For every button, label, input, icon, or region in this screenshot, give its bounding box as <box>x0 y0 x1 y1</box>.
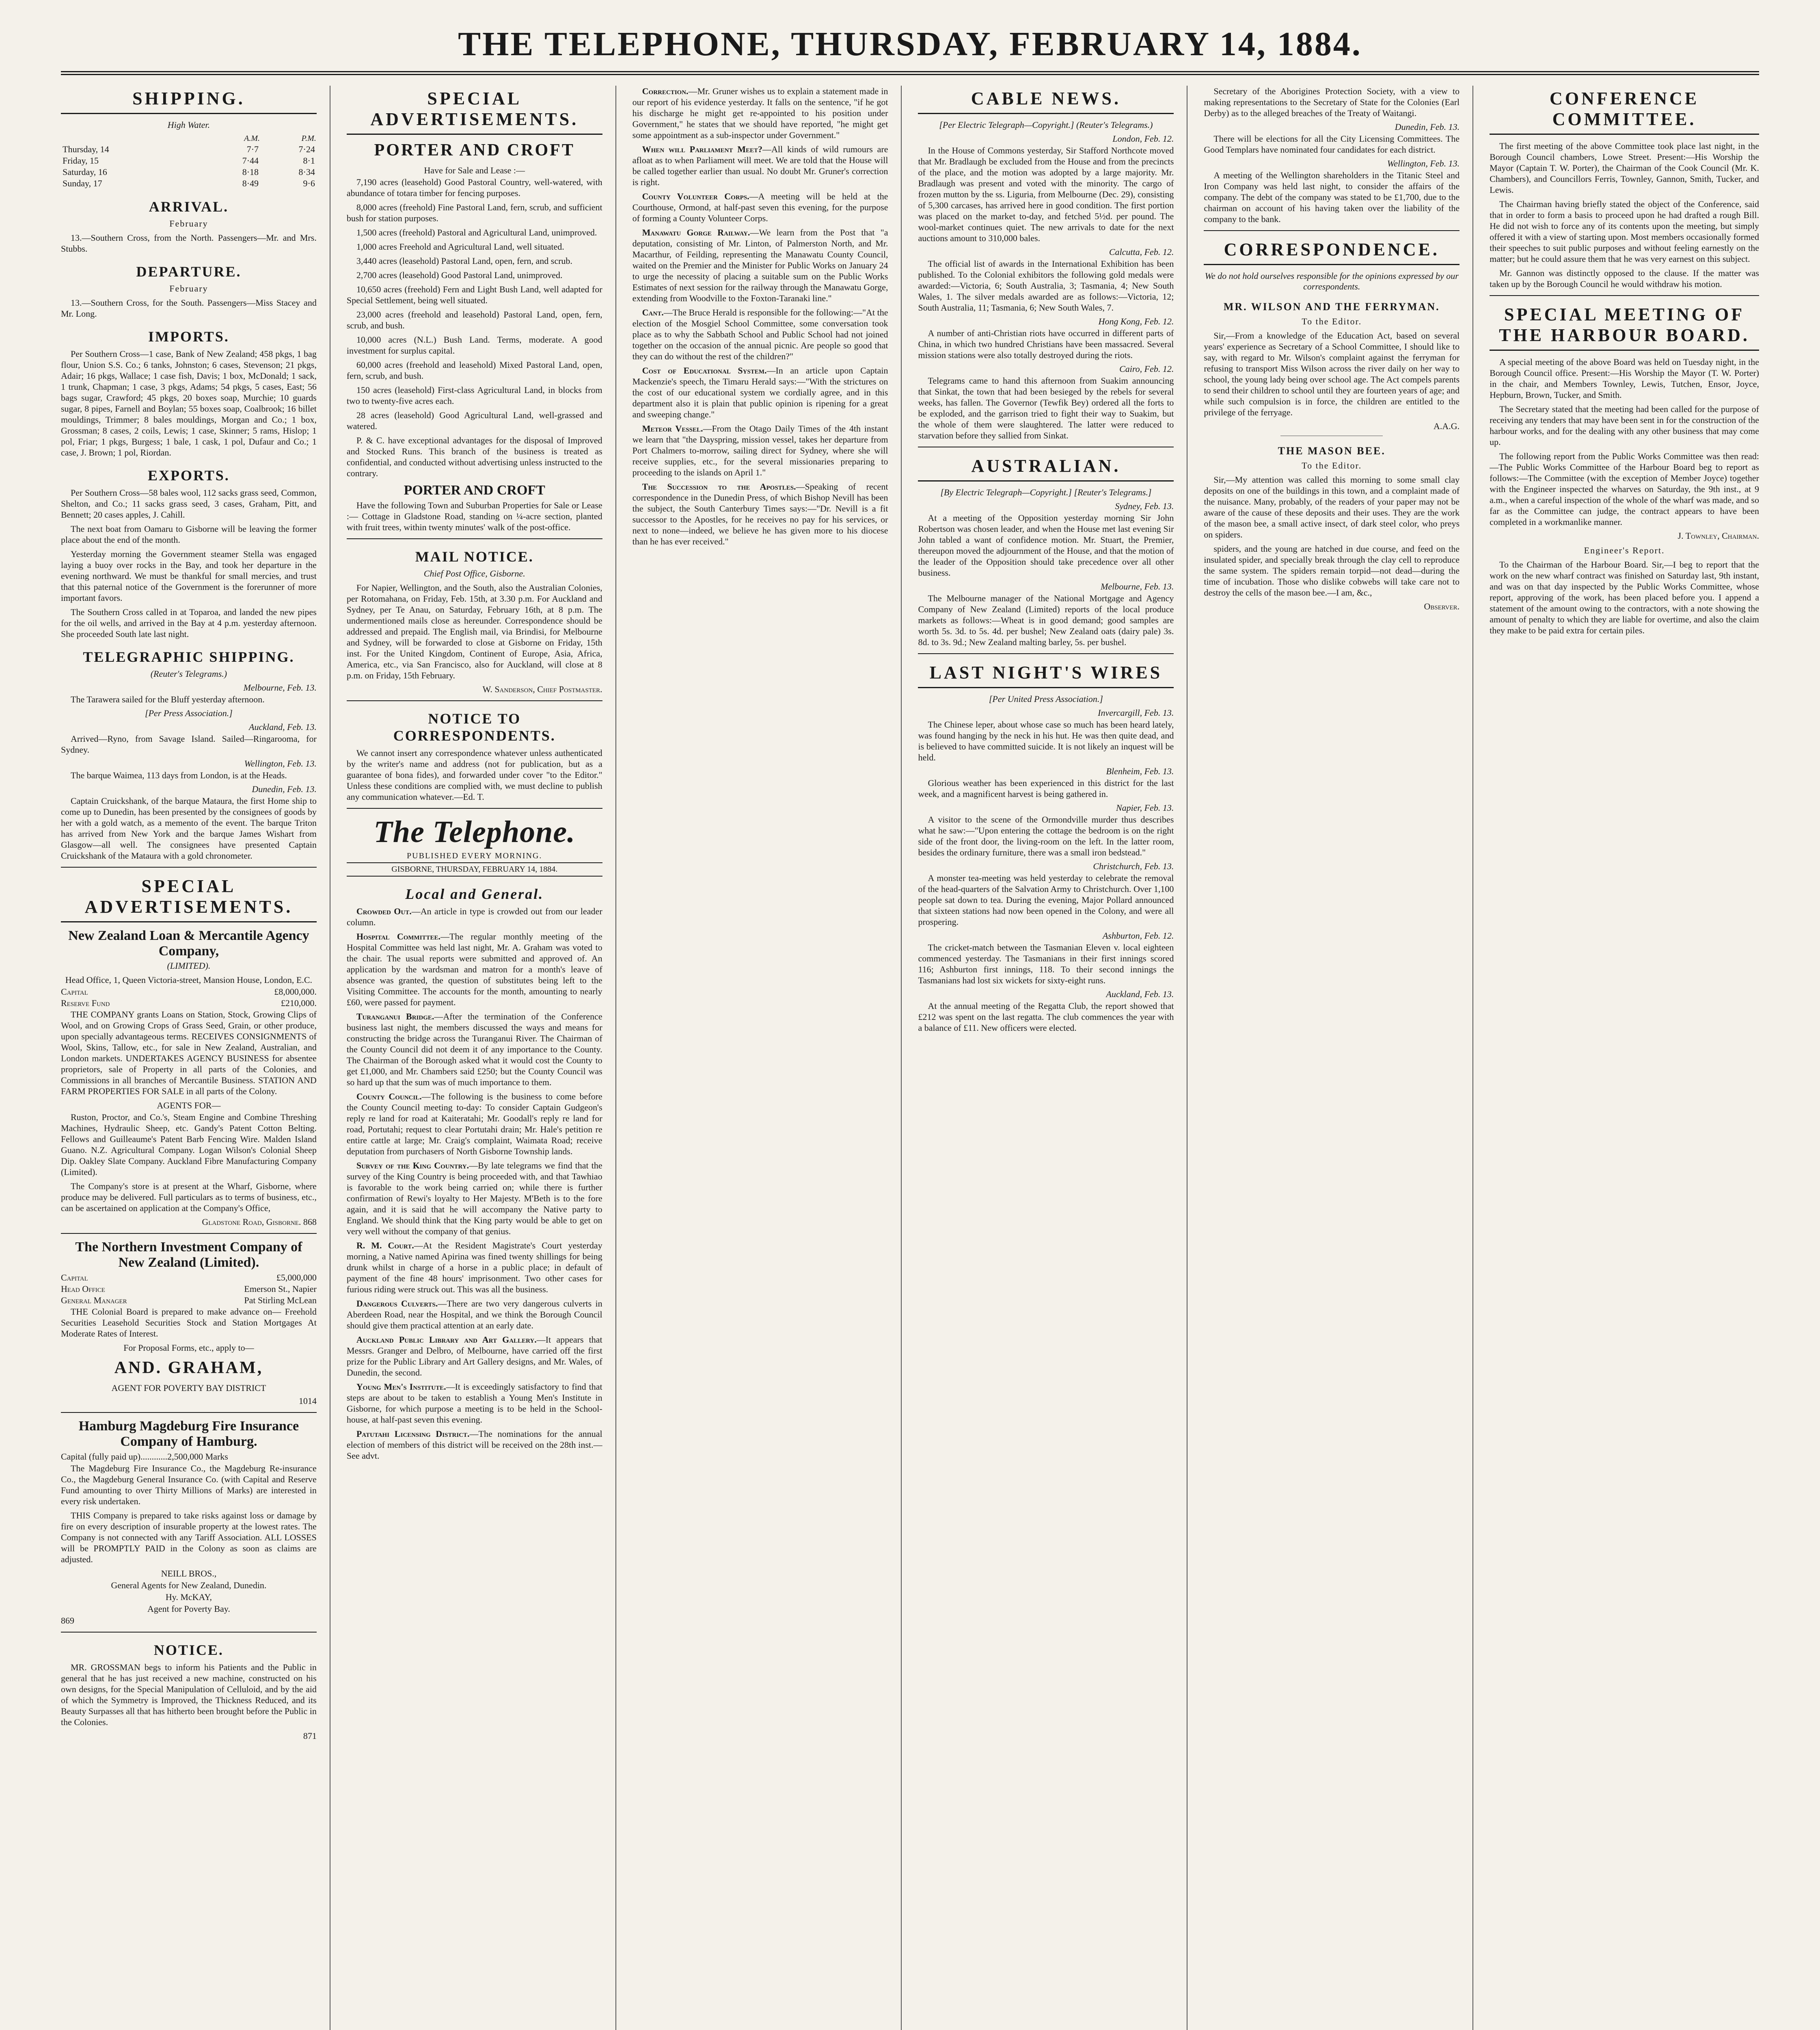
porter-title: PORTER AND CROFT <box>374 141 575 160</box>
press-assoc: [Per Press Association.] <box>145 708 233 718</box>
correspondents-title: NOTICE TO CORRESPONDENTS. <box>393 710 556 744</box>
cable-sub: [Per Electric Telegraph—Copyright.] (Reuter's Telegrams.) <box>939 120 1153 130</box>
column-5 <box>1204 86 1473 2030</box>
col5-text: A meeting of the Wellington shareholders in the Titanic Steel and Iron Company was held last night, to consider the affairs of the company. The debt of the company was stated to be £1,700, due to the chairman on account of his having taken over the liability of the company to the bank. <box>1204 170 1460 224</box>
northern-value: Emerson St., Napier <box>244 1284 317 1294</box>
divider <box>61 867 317 868</box>
porter-item: 3,440 acres (leasehold) Pastoral Land, open, fern, and scrub. <box>356 256 572 266</box>
wires-sub: [Per United Press Association.] <box>989 694 1103 704</box>
local-item-head: Turanganui Bridge. <box>356 1011 434 1021</box>
arrival-month: February <box>169 218 208 229</box>
tele-text: The barque Waimea, 113 days from London, is at the Heads. <box>71 770 287 780</box>
northern-row <box>61 1272 317 1283</box>
wire-text: The cricket-match between the Tasmanian Eleven v. local eighteen commenced yesterday. The Tasmanians in their first innings scored 116; Ashburton first innings, 118. To their second innings the Tasmanians had lost six wickets for sixty-eight runs. <box>918 942 1174 985</box>
tides-row <box>61 166 317 178</box>
tides-table <box>61 134 317 189</box>
wire-place: Ashburton, Feb. 12. <box>1102 931 1174 941</box>
local-item-text: The regular monthly meeting of the Hospital Committee was held last night, Mr. A. Graham was voted to the chair. The usual reports were submitted and approved of. An application by the wardsman and matron for a month's leave of absence was granted, the question of substitutes being left to the Visiting Committee. The accounts for the month, amounting to nearly £60, were passed for payment. <box>346 931 602 1007</box>
tele-text: Arrived—Ryno, from Savage Island. Sailed—Ringarooma, for Sydney. <box>61 734 317 755</box>
letter1-text: Sir,—From a knowledge of the Education Act, based on several years' experience as Secretary of a School Committee, I should like to say, with regard to Mr. Wilson's complaint against the ferryman for refusing to transport Miss Wilson across the river daily on her way to school, the young lady being over school age. The Act compels parents to send their children to school until they are fourteen years of age; and while such compulsion is in force, the children are entitled to the privilege of the ferryage. <box>1204 330 1460 417</box>
mail-sig: W. Sanderson, Chief Postmaster. <box>482 684 602 694</box>
cable-text: The official list of awards in the International Exhibition has been published. To the Colonial exhibitors the following gold medals were awarded:—Victoria, 6; South Australia, 3; Tasmania, 4; New South Wales, 1. The silver medals awarded are as follows:—Victoria, 12; South Australia, 11; Tasmania, 6; New South Wales, 7. <box>918 259 1174 313</box>
nzloan-capital-value: £8,000,000. <box>274 987 317 997</box>
nzloan-reserve-value: £210,000. <box>281 998 317 1008</box>
divider <box>61 1412 317 1413</box>
local-item: Hospital Committee.—The regular monthly meeting of the Hospital Committee was held last night, Mr. A. Graham was voted to the chair. The usual reports were submitted and approved of. An application by the wardsman and matron for a month's leave of absence was granted, the question of substitutes being left to the Visiting Committee. The accounts for the month, amounting to nearly £60, were passed for payment. <box>346 931 602 1007</box>
mckay-name: Hy. McKAY, <box>165 1592 212 1602</box>
news-item-text: All kinds of wild rumours are afloat as to when Parliament will meet. We are told that the House will be called together earlier than usual. No doubt Mr. Gruner's correction is right. <box>632 144 888 187</box>
news-item-text: Speaking of recent correspondence in the Dunedin Press, of which Bishop Nevill has been the subject, the South Canterbury Times says:—"Dr. Nevill is a fit successor to the Apostles, for he receives no pay for his services, or next to none—indeed, we believe he has given more to his diocese than he has ever received." <box>632 482 888 546</box>
shipping-note: The Southern Cross called in at Toparoa, and landed the new pipes for the oil wells, and arrived in the Bay at 4 p.m. yesterday afternoon. She proceeded South late last night. <box>61 607 317 639</box>
tides-am: 7·7 <box>246 144 259 154</box>
news-item-head: Correction. <box>642 86 689 96</box>
northern-row <box>61 1295 317 1306</box>
northern-value: £5,000,000 <box>276 1272 317 1283</box>
hamburg-title: Hamburg Magdeburg Fire Insurance Company of Hamburg. <box>78 1419 299 1449</box>
local-item-text: The following is the business to come before the County Council meeting to-day: To consider Captain Gudgeon's reply re land for road at Kaiteratahi; Mr. Goodall's reply re land for road, Portutahi; request to clear Portutahi drain; Mr. Hale's petition re entire cattle at large; Mr. Craig's complaint, Waimata Road; receive deputation from purchasers of North Gisborne Township lands. <box>346 1091 602 1156</box>
wire-place: Invercargill, Feb. 13. <box>1098 708 1174 718</box>
shipping-title: SHIPPING. <box>61 86 317 114</box>
tides-row <box>61 144 317 155</box>
nzloan-capital-label: Capital <box>61 987 88 997</box>
nzloan-tail: The Company's store is at present at the Wharf, Gisborne, where produce may be delivered. Full particulars as to terms of business, etc., can be ascertained on application at the Company's Office, <box>61 1181 317 1213</box>
tele-place: Auckland, Feb. 13. <box>249 722 317 732</box>
mckay-num: 869 <box>61 1615 74 1626</box>
tides-header-am: A.M. <box>244 134 260 143</box>
aus-place: Melbourne, Feb. 13. <box>1101 581 1174 592</box>
news-item-text: From the Otago Daily Times of the 4th instant we learn that "the Dayspring, mission vessel, takes her departure from Port Chalmers to-morrow, sailing direct for Sydney, where she will receive supplies, etc., for the several missionaries preparing to proceeding to the islands on April 1." <box>632 423 888 477</box>
cable-place: Hong Kong, Feb. 12. <box>1098 316 1174 326</box>
divider <box>1490 295 1759 296</box>
arrival-title: ARRIVAL. <box>149 199 229 215</box>
tides-am: 8·18 <box>242 167 259 177</box>
telegraphic-title: TELEGRAPHIC SHIPPING. <box>83 649 295 665</box>
local-item: Survey of the King Country.—By late telegrams we find that the survey of the King Country is being proceeded with, and that Tawhiao is favorable to the work being carried on; while there is further confirmation of Rewi's loyalty to Her Majesty. M'Beth is to the fore again, and it is said that he will accompany the Native party to England. We should think that the King party would be able to get on very well without the company of that genius. <box>346 1160 602 1236</box>
telegraphic-agency: (Reuter's Telegrams.) <box>150 669 227 679</box>
porter-item: 60,000 acres (freehold and leasehold) Mixed Pastoral Land, open, fern, scrub, and bush. <box>346 360 602 381</box>
porter-item: 10,000 acres (N.L.) Bush Land. Terms, moderate. A good investment for surplus capital. <box>346 335 602 356</box>
tides-pm: 8·34 <box>298 167 315 177</box>
wire-text: A visitor to the scene of the Ormondville murder thus describes what he saw:—"Upon entering the cottage the bedroom is on the right side of the front door, the living-room on the left. In the latter room, besides the ordinary furniture, there was a small iron bedstead." <box>918 814 1174 857</box>
local-item-text: At the Resident Magistrate's Court yesterday morning, a Native named Apirina was fined twenty shillings for being drunk whilst in charge of a horse in a public place; in default of payment of the fine 48 hours' imprisonment. Two other cases for furious riding were struck out. This was all the business. <box>346 1240 602 1294</box>
tides-row <box>61 178 317 189</box>
tides-header-pm: P.M. <box>301 134 316 143</box>
graham-sub: AGENT FOR POVERTY BAY DISTRICT <box>111 1383 266 1393</box>
letter2-cont: spiders, and the young are hatched in due course, and feed on the insulated spider, and specially break through the clay cell to reproduce the same system. The spiders remain torpid—not dead—during the time of incubation. Those who dislike cobwebs will take care not to destroy the cells of the mason bee.—I am, &c., <box>1204 544 1460 598</box>
correspondents-text: We cannot insert any correspondence whatever unless authenticated by the writer's name and address (not for publication, but as a guarantee of bona fides), and forwarded under cover "to the Editor." Unless these conditions are complied with, we must decline to publish any communication whatever.—Ed. T. <box>346 748 602 802</box>
news-item: Cost of Educational System.—In an article upon Captain Mackenzie's speech, the Timaru Herald says:—"With the strictures on the cost of our educational system we cordially agree, and in this department also it is plain that public opinion is ripening for a great and sweeping change." <box>632 365 888 419</box>
wire-place: Blenheim, Feb. 13. <box>1106 766 1174 776</box>
news-item-text: Mr. Gruner wishes us to explain a statement made in our report of his evidence yesterday. It falls on the sentence, "if he got his discharge he might get re-appointed to his position under Government," he states that we should have reported, "he might get some appointment as a sub-inspector under Government." <box>632 86 888 140</box>
porter-sig-text: Have the following Town and Suburban Properties for Sale or Lease :— Cottage in Gladstone Road, standing on ¼-acre section, planted with fruit trees, within twenty minutes' walk of the post-office. <box>346 500 602 532</box>
cable-text: In the House of Commons yesterday, Sir Stafford Northcote moved that Mr. Bradlaugh be excluded from the House and from the precincts of the place, and the motion was adopted by a large majority. Mr. Bradlaugh was present and voted with the minority. The cargo of frozen mutton by the ss. Liguria, from Melbourne (Dec. 29), consisting of 5,300 carcases, has arrived here in good condition. The first portion was placed on the market to-day, and fetched 5½d. per pound. The wool-market continues quiet. The new arrivals to date for the next auctions amount to 310,000 bales. <box>918 145 1174 243</box>
local-item-text: An article in type is crowded out from our leader column. <box>346 906 602 927</box>
news-item-text: The Bruce Herald is responsible for the following:—"At the election of the Mosgiel School Committee, some conversation took place as to why the Sabbath School and Public School had not joined together on the occasion of the annual picnic. Are people so good that they can do without the rest of the children?" <box>632 307 888 361</box>
special-ads-title-2: SPECIAL ADVERTISEMENTS. <box>347 86 602 135</box>
local-item-head: Crowded Out. <box>356 906 412 916</box>
northern-text: THE Colonial Board is prepared to make advance on— Freehold Securities Leasehold Securities Stock and Station Mortgages At Moderate Rates of Interest. <box>61 1307 317 1339</box>
wire-text: Glorious weather has been experienced in this district for the last week, and a magnificent harvest is being gathered in. <box>918 778 1174 799</box>
local-item: Crowded Out.—An article in type is crowded out from our leader column. <box>346 906 602 927</box>
cable-title: CABLE NEWS. <box>918 86 1174 114</box>
col5-intro: Secretary of the Aborigines Protection Society, with a view to making representations to the Secretary of State for the Colonies (Earl Derby) as to the alleged breaches of the Treaty of Waitangi. <box>1204 86 1460 118</box>
local-item-text: The nominations for the annual election of members of this district will be received on the 28th inst.—See advt. <box>346 1429 602 1461</box>
neill-name: NEILL BROS., <box>161 1568 217 1579</box>
divider <box>918 653 1174 654</box>
wire-text: The Chinese leper, about whose case so much has been heard lately, was found hanging by the neck in his hut. He was then quite dead, and is believed to have committed suicide. It is not likely an inquest will be held. <box>918 719 1174 762</box>
letter1-title: MR. WILSON AND THE FERRYMAN. <box>1223 301 1440 313</box>
porter-item: 23,000 acres (freehold and leasehold) Pastoral Land, open, fern, scrub, and bush. <box>346 309 602 330</box>
wire-place: Napier, Feb. 13. <box>1116 803 1174 813</box>
harbour-title: SPECIAL MEETING OF THE HARBOUR BOARD. <box>1490 302 1759 351</box>
local-item: Auckland Public Library and Art Gallery.—It appears that Messrs. Granger and Delbro, of Melbourne, have carried off the first prize for the Public Library and Art Gallery designs, and Mr. Wales, of Dunedin, the second. <box>346 1335 602 1378</box>
notice-num: 871 <box>303 1731 317 1741</box>
local-item-head: Dangerous Culverts. <box>356 1298 438 1309</box>
local-item-text: By late telegrams we find that the survey of the King Country is being proceeded with, and that Tawhiao is favorable to the work being carried on; while there is further confirmation of Rewi's loyalty to Her Majesty. M'Beth is to the fore again, and it is said that he will accompany the Native party to England. We should think that the King party would be able to get on very well without the company of that genius. <box>346 1160 602 1236</box>
northern-title: The Northern Investment Company of New Zealand (Limited). <box>75 1240 302 1270</box>
imports-title: IMPORTS. <box>148 328 229 345</box>
agents-text: Ruston, Proctor, and Co.'s, Steam Engine and Combine Threshing Machines, Hydraulic Sheep, etc. Gandy's Patent Cotton Belting. Fellows and Guilleaume's Patent Barb Fencing Wire. Malden Island Guano. N.Z. Agricultural Company. Logan Wilson's Colonial Sheep Dip. Oakley Slate Company. Auckland Fibre Manufacturing Company (Limited). <box>61 1112 317 1177</box>
telephone-published: PUBLISHED EVERY MORNING. <box>407 851 542 860</box>
wire-place: Auckland, Feb. 13. <box>1106 989 1174 999</box>
nzloan-addr: Gladstone Road, Gisborne. 868 <box>202 1217 317 1227</box>
harbour-text: A special meeting of the above Board was held on Tuesday night, in the Borough Council office. Present:—His Worship the Mayor (T. W. Porter) in the chair, and Members Townley, Lewis, Tutchen, Ensor, Joyce, Hepburn, Brown, Tucker, and Smith. <box>1490 357 1759 400</box>
local-item-head: Survey of the King Country. <box>356 1160 469 1170</box>
col5-place: Dunedin, Feb. 13. <box>1395 122 1460 132</box>
shipping-note: Yesterday morning the Government steamer Stella was engaged laying a buoy over rocks in the Bay, and took her departure in the evening northward. We must be thankful for small mercies, and trust that this paternal notice of the Government is the forerunner of more important favors. <box>61 549 317 603</box>
news-item-text: A meeting will be held at the Courthouse, Ormond, at half-past seven this evening, for the purpose of forming a County Volunteer Corps. <box>632 191 888 223</box>
exports-title: EXPORTS. <box>148 467 230 484</box>
letter2-sig: Observer. <box>1424 601 1460 611</box>
engineer-title: Engineer's Report. <box>1584 545 1665 555</box>
tele-place: Dunedin, Feb. 13. <box>252 784 317 794</box>
porter-item: 7,190 acres (leasehold) Good Pastoral Country, well-watered, with abundance of totara timber for fencing purposes. <box>346 177 602 198</box>
mckay-sub: Agent for Poverty Bay. <box>147 1604 230 1614</box>
mail-text: For Napier, Wellington, and the South, also the Australian Colonies, per Rotomahana, on Friday, Feb. 15th, at 3.30 p.m. For Auckland and Sydney, per Te Anau, on Saturday, February 16th, at 8 p.m. The undermentioned mails close as hereunder. Correspondence should be addressed and prepaid. The English mail, via Brindisi, for Melbourne and Sydney, will be forwarded to close at Gisborne on Friday, 15th inst. For the United Kingdom, Continent of Europe, Asia, Africa, America, etc., via San Francisco, also for Auckland, will close at 8 p.m. on Friday, 15th February. <box>346 583 602 680</box>
local-title: Local and General. <box>405 886 544 902</box>
porter-item: 1,000 acres Freehold and Agricultural Land, well situated. <box>356 242 564 252</box>
tides-day: Sunday, 17 <box>63 178 102 188</box>
porter-sub: Have for Sale and Lease :— <box>424 165 525 175</box>
porter-item: 8,000 acres (freehold) Fine Pastoral Land, fern, scrub, and sufficient bush for station purposes. <box>346 202 602 223</box>
col5-place: Wellington, Feb. 13. <box>1387 158 1460 168</box>
tides-day: Saturday, 16 <box>63 167 107 177</box>
news-item: Meteor Vessel.—From the Otago Daily Times of the 4th instant we learn that "the Dayspring, mission vessel, takes her departure from Port Chalmers to-morrow, sailing direct for Sydney, where she will receive supplies, etc., for the several missionaries preparing to proceeding to the islands on April 1." <box>632 423 888 477</box>
graham-num: 1014 <box>298 1396 317 1406</box>
wires-title: LAST NIGHT'S WIRES <box>918 660 1174 688</box>
conference-text: Mr. Gannon was distinctly opposed to the clause. If the matter was taken up by the Borough Council he would withdraw his motion. <box>1490 268 1759 289</box>
news-item-head: The Succession to the Apostles. <box>642 482 796 492</box>
nzloan-office: Head Office, 1, Queen Victoria-street, Mansion House, London, E.C. <box>65 975 313 985</box>
letter1-to: To the Editor. <box>1302 316 1362 326</box>
tides-day: Thursday, 14 <box>63 144 109 154</box>
tides-am: 7·44 <box>242 155 259 166</box>
column-2 <box>347 86 616 2030</box>
local-item-head: Young Men's Institute. <box>356 1382 446 1392</box>
tides-pm: 7·24 <box>298 144 315 154</box>
tides-header-row <box>61 134 317 144</box>
local-item-head: Hospital Committee. <box>356 931 441 942</box>
local-item-head: R. M. Court. <box>356 1240 414 1250</box>
column-6 <box>1490 86 1759 2030</box>
news-item: Correction.—Mr. Gruner wishes us to explain a statement made in our report of his evidence yesterday. It falls on the sentence, "if he got his discharge he might get re-appointed to his position under Government," he states that we should have reported, "he might get some appointment as a sub-inspector under Government." <box>632 86 888 140</box>
news-item: County Volunteer Corps.—A meeting will be held at the Courthouse, Ormond, at half-past seven this evening, for the purpose of forming a County Volunteer Corps. <box>632 191 888 223</box>
engineer-text: To the Chairman of the Harbour Board. Sir,—I beg to report that the work on the new wharf contract was finished on Saturday last, 9th instant, and was on that day inspected by the Public Works Committee, whose report, approving of the work, has been placed before you. I append a statement of the amount owing to the contractors, with a note showing the amount of penalty to which they are liable for overtime, and also the claim they make to be paid extra for certain piles. <box>1490 559 1759 635</box>
tele-text: The Tarawera sailed for the Bluff yesterday afternoon. <box>71 694 265 704</box>
col5-text: There will be elections for all the City Licensing Committees. The Good Templars have nominated four candidates for each district. <box>1204 134 1460 155</box>
nzloan-reserve-label: Reserve Fund <box>61 998 110 1008</box>
cable-place: Calcutta, Feb. 12. <box>1109 247 1174 257</box>
cable-place: Cairo, Feb. 12. <box>1119 364 1174 374</box>
local-item: Dangerous Culverts.—There are two very dangerous culverts in Aberdeen Road, near the Hospital, and we think the Borough Council should give them practical attention at an early date. <box>346 1298 602 1330</box>
nzloan-title: New Zealand Loan & Mercantile Agency Company, <box>68 928 309 959</box>
porter-sig: PORTER AND CROFT <box>404 483 545 498</box>
news-item-head: Meteor Vessel. <box>642 423 703 434</box>
news-item-text: We learn from the Post that "a deputation, consisting of Mr. Linton, of Palmerston North, and Mr. Macarthur, of Feilding, representing the Manawatu County Council, waited on the Premier and the Minister for Public Works on January 24 to urge the necessity of placing a suitable sum on the Public Works Estimates of next session for the railway through the Manawatu Gorge, extending from Woodville to the Foxton-Taranaki line." <box>632 227 888 303</box>
cable-text: Telegrams came to hand this afternoon from Suakim announcing that Sinkat, the town that had been besieged by the rebels for several weeks, has fallen. The Governor (Tewfik Bey) ordered all the forts to be exploded, and the garrison tried to fight their way to Suakim, but the whole of them were slaughtered. The latter were reduced to starvation before they sallied from Sinkat. <box>918 376 1174 441</box>
harbour-sig: J. Townley, Chairman. <box>1678 531 1759 541</box>
harbour-text: The Secretary stated that the meeting had been called for the purpose of receiving any tenders that may have been sent in for the construction of the harbour works, and for the dealing with any other business that may come up. <box>1490 404 1759 447</box>
news-item-head: County Volunteer Corps. <box>642 191 749 201</box>
australian-sub: [By Electric Telegraph—Copyright.] [Reuter's Telegrams.] <box>940 487 1152 497</box>
local-item-text: It appears that Messrs. Granger and Delbro, of Melbourne, have carried off the first prize for the Public Library and Art Gallery designs, and Mr. Wales, of Dunedin, the second. <box>346 1335 602 1378</box>
local-item: Patutahi Licensing District.—The nominations for the annual election of members of this district will be received on the 28th inst.—See advt. <box>346 1429 602 1461</box>
northern-label: Capital <box>61 1272 88 1283</box>
tides-pm: 9·6 <box>303 178 315 188</box>
tele-place: Wellington, Feb. 13. <box>244 758 317 769</box>
local-item: Young Men's Institute.—It is exceedingly satisfactory to find that steps are about to be taken to establish a Young Men's Institute in Gisborne, for which purpose a meeting is to be held in the School-house, at half-past seven this evening. <box>346 1382 602 1425</box>
divider <box>61 1233 317 1234</box>
tele-text: Captain Cruickshank, of the barque Mataura, the first Home ship to come up to Dunedin, has been presented by the consignees of goods by her with a gold watch, as a memento of the event. The barque Triton has arrived from New York and the barque James Wishart from Glasgow—all well. The consignees have presented Captain Cruickshank of the Mataura with a gold chronometer. <box>61 796 317 861</box>
news-item-head: Cost of Educational System. <box>642 365 767 376</box>
local-item: County Council.—The following is the business to come before the County Council meeting to-day: To consider Captain Gudgeon's reply re land for road at Kaiteratahi; Mr. Goodall's reply re land for road, Portutahi; request to clear Portutahi drain; Mr. Hale's petition re entire cattle at large; Mr. Craig's complaint, Waimata Road; receive deputation from purchasers of North Gisborne Township lands. <box>346 1091 602 1156</box>
news-item: Cant.—The Bruce Herald is responsible for the following:—"At the election of the Mosgiel School Committee, some conversation took place as to why the Sabbath School and Public School had not joined together on the occasion of the annual picnic. Are people so good that they can do without the rest of the children?" <box>632 307 888 361</box>
special-ads-title: SPECIAL ADVERTISEMENTS. <box>61 873 317 922</box>
exports-text: Per Southern Cross—58 bales wool, 112 sacks grass seed, Common, Shelton, and Co.; 11 sacks grass seed, 3 cases, Graham, Pitt, and Bennett; 20 cases apples, J. Cahill. <box>61 488 317 520</box>
local-item-text: There are two very dangerous culverts in Aberdeen Road, near the Hospital, and we think the Borough Council should give them practical attention at an early date. <box>346 1298 602 1330</box>
divider <box>61 1632 317 1633</box>
wire-text: A monster tea-meeting was held yesterday to celebrate the removal of the head-quarters of the Salvation Army to Christchurch. Over 1,100 people sat down to tea. During the evening, Major Pollard announced that sixteen stations had now been opened in the Colony, and were all prospering. <box>918 873 1174 927</box>
news-item-head: When will Parliament Meet? <box>642 144 763 154</box>
hamburg-text2: THIS Company is prepared to take risks against loss or damage by fire on every description of insurable property at the lowest rates. The Company is not connected with any Tariff Association. ALL LOSSES will be PROMPTLY PAID in the Colony as soon as claims are adjusted. <box>61 1510 317 1564</box>
porter-item: 10,650 acres (freehold) Fern and Light Bush Land, well adapted for Special Settlement, being well situated. <box>346 284 602 305</box>
correspondence-note: We do not hold ourselves responsible for the opinions expressed by our correspondents. <box>1205 271 1459 292</box>
porter-item: 28 acres (leasehold) Good Agricultural Land, well-grassed and watered. <box>346 410 602 431</box>
hamburg-text: The Magdeburg Fire Insurance Co., the Magdeburg Re-insurance Co., the Magdeburg General Insurance Co. (with Capital and Reserve Fund amounting to over Thirty Millions of Marks) are interested in every risk undertaken. <box>61 1463 317 1506</box>
porter-item: 1,500 acres (freehold) Pastoral and Agricultural Land, unimproved. <box>356 227 597 238</box>
hamburg-capital: Capital (fully paid up)............2,500,000 Marks <box>61 1451 228 1462</box>
conference-text: The first meeting of the above Committee took place last night, in the Borough Council chambers, Lowe Street. Present:—His Worship the Mayor (Captain T. W. Porter), the Chairman of the Cook Council (Mr. K. Chambers), and Councillors Ferris, Townley, Gannon, Smith, Tucker, and Lewis. <box>1490 141 1759 195</box>
tides-day: Friday, 15 <box>63 155 99 166</box>
news-item-head: Manawatu Gorge Railway. <box>642 227 750 238</box>
tides-row <box>61 155 317 166</box>
local-item-head: Auckland Public Library and Art Gallery. <box>356 1335 537 1345</box>
northern-label: Head Office <box>61 1284 105 1294</box>
nzloan-reserve-row <box>61 998 317 1009</box>
graham-name: AND. GRAHAM, <box>114 1358 263 1377</box>
notice-text: MR. GROSSMAN begs to inform his Patients and the Public in general that he has just received a new machine, constructed on his own designs, for the Special Manipulation of Celluloid, and by the aid of which the Symmetry is Improved, the Thickness Reduced, and its Beauty Surpasses all that has hitherto been brought before the Public in the Colonies. <box>61 1662 317 1727</box>
tides-am: 8·49 <box>242 178 259 188</box>
wire-place: Christchurch, Feb. 13. <box>1093 861 1174 871</box>
local-item-text: After the termination of the Conference business last night, the members discussed the ways and means for constructing the bridge across the Turanganui River. The Chairman of the County Council did not deem it of any importance to the County. The Chairman of the Borough asked what it would cost the County to get £1,000, and Mr. Chambers said £250; but the County Council was so hard up that the sum was of much importance to them. <box>346 1011 602 1087</box>
column-1 <box>61 86 330 2030</box>
northern-value: Pat Stirling McLean <box>244 1295 317 1305</box>
letter1-sig: A.A.G. <box>1433 421 1460 431</box>
column-4 <box>918 86 1187 2030</box>
cable-place: London, Feb. 12. <box>1112 134 1174 144</box>
local-item-text: It is exceedingly satisfactory to find that steps are about to be taken to establish a Young Men's Institute in Gisborne, for which purpose a meeting is to be held in the School-house, at half-past seven this evening. <box>346 1382 602 1425</box>
letter2-text: Sir,—My attention was called this morning to some small clay deposits on one of the buildings in this town, and a complaint made of the nuisance. Many, probably, of the readers of your paper may not be aware of the cause of these deposits and their uses. They are the work of the mason bee, a small active insect, of dark steel color, who preys on spiders. <box>1204 475 1460 540</box>
arrival-text: 13.—Southern Cross, from the North. Passengers—Mr. and Mrs. Stubbs. <box>61 233 317 254</box>
departure-month: February <box>169 283 208 294</box>
agents-title: AGENTS FOR— <box>157 1100 221 1110</box>
conference-text: The Chairman having briefly stated the object of the Conference, said that in order to form a basis to proceed upon he had drafted a rough Bill. He did not wish to force any of its contents upon the meeting, but simply offered it with a view of starting upon. Most members occasionally formed their speeches to suit public purposes and without feeling earnestly on the matter; but he could assure them that he was very earnest on this subject. <box>1490 199 1759 264</box>
harbour-text: The following report from the Public Works Committee was then read:—The Public Works Committee of the Harbour Board beg to report as follows:—The Committee (with the exception of Member Joyce) together with the Engineer inspected the wharves on Saturday, the 9th inst., at 9 a.m., when a careful inspection of the whole of the wharf was made, and so far as the Committee can judge, the contract appears to have been completed in a workmanlike manner. <box>1490 451 1759 527</box>
tides-pm: 8·1 <box>303 155 315 166</box>
local-item: R. M. Court.—At the Resident Magistrate's Court yesterday morning, a Native named Apirina was fined twenty shillings for being drunk whilst in charge of a horse in a public place; in default of payment of the fine 48 hours' imprisonment. Two other cases for furious riding were struck out. This was all the business. <box>346 1240 602 1294</box>
porter-item: 2,700 acres (leasehold) Good Pastoral Land, unimproved. <box>356 270 563 280</box>
divider <box>1204 230 1459 231</box>
notice-title: NOTICE. <box>153 1642 224 1658</box>
departure-text: 13.—Southern Cross, for the South. Passengers—Miss Stacey and Mr. Long. <box>61 298 317 319</box>
northern-for: For Proposal Forms, etc., apply to— <box>123 1343 254 1353</box>
neill-sub: General Agents for New Zealand, Dunedin. <box>111 1580 267 1590</box>
imports-text: Per Southern Cross—1 case, Bank of New Zealand; 458 pkgs, 1 bag flour, Union S.S. Co.; 6 tanks, Johnston; 6 cases, Stevenson; 21 pkgs, Adair; 16 pkgs, Wallace; 1 case fish, Davis; 1 box, McDonald; 1 sack, 1 trunk, Chapman; 1 case, 3 pkgs, Adams; 54 pkgs, 5 cases, East; 56 bags sugar, Crawford; 45 pkgs, 20 boxes soap, Murchie; 10 guards sugar, 8 pipes, Farnell and Boylan; 55 boxes soap, Coalbrook; 16 billet mouldings, Trimmer; 8 bales mouldings, Morgan and Co.; 1 box, Grossman; 8 cases, 2 coils, Lewis; 1 case, Skinner; 5 rams, Hislop; 1 pol, Friar; 1 pkgs, Burgess; 1 bale, 1 cask, 1 pol, Dufaur and Co.; 1 case, J. Brown; 1 pol, Riordan. <box>61 349 317 458</box>
local-item-head: County Council. <box>356 1091 422 1101</box>
news-item-text: In an article upon Captain Mackenzie's speech, the Timaru Herald says:—"With the strictures on the cost of our educational system we cordially agree, and in this department also it is plain that public opinion is ripening for a great and sweeping change." <box>632 365 888 419</box>
news-item-head: Cant. <box>642 307 664 317</box>
nzloan-limited: (LIMITED). <box>167 961 211 971</box>
letter2-title: THE MASON BEE. <box>1278 445 1386 457</box>
local-item-head: Patutahi Licensing District. <box>356 1429 470 1439</box>
divider <box>347 700 602 701</box>
australian-title: AUSTRALIAN. <box>918 453 1174 482</box>
aus-text: At a meeting of the Opposition yesterday morning Sir John Robertson was chosen leader, and when the House met last evening Sir John tabled a want of confidence motion. Mr. Stuart, the Premier, thereupon moved the adjournment of the House, and that the motion of the leader of the Opposition should take precedence over all other business. <box>918 513 1174 578</box>
divider <box>347 538 602 539</box>
masthead: THE TELEPHONE, THURSDAY, FEBRUARY 14, 1884. <box>61 24 1759 75</box>
northern-row <box>61 1283 317 1295</box>
correspondence-title: CORRESPONDENCE. <box>1204 237 1459 265</box>
news-item: Manawatu Gorge Railway.—We learn from the Post that "a deputation, consisting of Mr. Linton, of Palmerston North, and Mr. Macarthur, of Feilding, representing the Manawatu County Council, waited on the Premier and the Minister for Public Works on January 24 to urge the necessity of placing a suitable sum on the Public Works Estimates of next session for the railway through the Manawatu Gorge, extending from Woodville to the Foxton-Taranaki line." <box>632 227 888 303</box>
nzloan-capital-row <box>61 986 317 998</box>
tides-title: High Water. <box>167 120 210 130</box>
nzloan-text: THE COMPANY grants Loans on Station, Stock, Growing Clips of Wool, and on Growing Crops of Grass Seed, Grain, or other produce, upon specially advantageous terms. RECEIVES CONSIGNMENTS of Wool, Skins, Tallow, etc., for sale in New Zealand, Australian, and London markets. UNDERTAKES AGENCY BUSINESS for absentee proprietors, sale of Property in all parts of the Colonies, and Commissions in all branches of Mercantile Business. STATION AND FARM PROPERTIES FOR SALE in all parts of the Colony. <box>61 1009 317 1096</box>
aus-text: The Melbourne manager of the National Mortgage and Agency Company of New Zealand (Limited) reports of the local produce markets as follows:—Wheat is in good demand; good samples are worth 5s. 3d. to 5s. 4d. per bushel; New Zealand oats (dairy pale) 3s. 8d. to 3s. 9d.; New Zealand malting barley, 5s. per bushel. <box>918 593 1174 647</box>
cable-text: A number of anti-Christian riots have occurred in different parts of China, in which two hundred Christians have been massacred. Several mission stations were also totally destroyed during the riots. <box>918 328 1174 360</box>
shipping-note: The next boat from Oamaru to Gisborne will be leaving the former place about the end of the month. <box>61 524 317 545</box>
conference-title: CONFERENCE COMMITTEE. <box>1490 86 1759 135</box>
divider <box>347 808 602 809</box>
telephone-title: The Telephone. <box>373 815 576 849</box>
aus-place: Sydney, Feb. 13. <box>1115 501 1174 511</box>
mail-title: MAIL NOTICE. <box>415 549 534 565</box>
porter-tail: P. & C. have exceptional advantages for the disposal of Improved and Stocked Runs. This branch of the business is treated as confidential, and conducted without advertising unless instructed to the contrary. <box>346 435 602 478</box>
local-item: Turanganui Bridge.—After the termination of the Conference business last night, the members discussed the ways and means for constructing the bridge across the Turanganui River. The Chairman of the County Council did not deem it of any importance to the County. The Chairman of the Borough asked what it would cost the County to get £1,000, and Mr. Chambers said £250; but the County Council was so hard up that the sum was of much importance to them. <box>346 1011 602 1087</box>
mail-sub: Chief Post Office, Gisborne. <box>423 568 525 579</box>
news-item: The Succession to the Apostles.—Speaking of recent correspondence in the Dunedin Press, of which Bishop Nevill has been the subject, the South Canterbury Times says:—"Dr. Nevill is a fit successor to the Apostles, for he receives no pay for his services, or next to none—indeed, we believe he has given more to his diocese than he has ever received." <box>632 482 888 546</box>
porter-item: 150 acres (leasehold) First-class Agricultural Land, in blocks from two to twenty-five acres each. <box>346 385 602 406</box>
news-item: When will Parliament Meet?—All kinds of wild rumours are afloat as to when Parliament will meet. We are told that the House will be called together earlier than usual. No doubt Mr. Gruner's correction is right. <box>632 144 888 187</box>
telephone-date: GISBORNE, THURSDAY, FEBRUARY 14, 1884. <box>347 862 602 877</box>
northern-label: General Manager <box>61 1295 127 1305</box>
tele-place: Melbourne, Feb. 13. <box>243 682 317 693</box>
departure-title: DEPARTURE. <box>136 263 242 280</box>
columns <box>61 86 1759 2030</box>
wire-text: At the annual meeting of the Regatta Club, the report showed that £212 was spent on the last regatta. The club commences the year with a balance of £11. New officers were elected. <box>918 1001 1174 1033</box>
column-3 <box>633 86 902 2030</box>
letter2-to: To the Editor. <box>1302 460 1362 471</box>
